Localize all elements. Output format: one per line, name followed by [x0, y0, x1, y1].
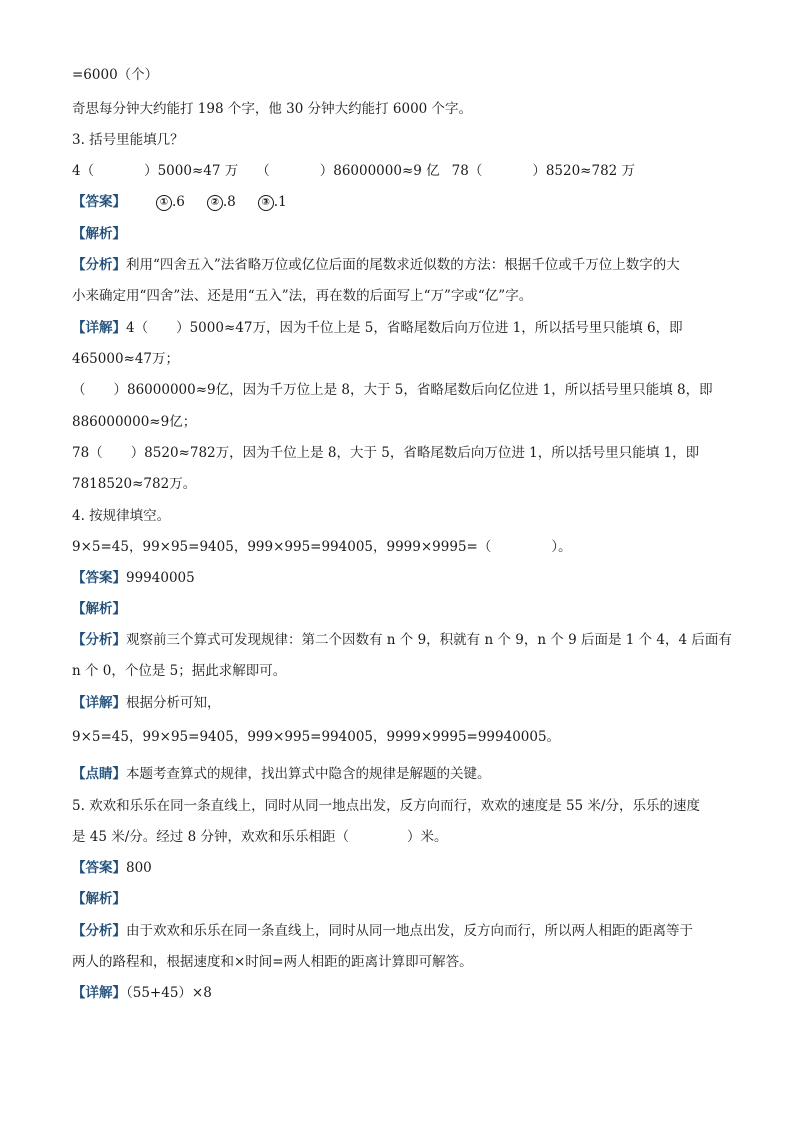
text-line: 两人的路程和，根据速度和×时间=两人相距的距离计算即可解答。 — [72, 954, 473, 970]
jiexi-line — [72, 890, 126, 908]
fenxi-tag: 【分析】 — [72, 923, 126, 939]
text-span: ）。 — [551, 539, 572, 555]
question-4-title: 4. 按规律填空。 — [72, 508, 171, 524]
xiangjie-text: 根据分析可知， — [126, 695, 221, 711]
jiexi-tag: 【解析】 — [72, 891, 126, 907]
text-span: ）86000000≈9亿，因为千万位上是 8，大于 5，省略尾数后向亿位进 1，所以括号里只能填 8，即 — [113, 382, 713, 398]
xiangjie-tag: 【详解】 — [72, 320, 126, 336]
answer-value: .6 — [172, 194, 185, 210]
xiangjie-tag: 【详解】 — [72, 695, 126, 711]
answer-tag: 【答案】 — [72, 194, 126, 210]
jiexi-tag: 【解析】 — [72, 601, 126, 617]
fenxi-text: 观察前三个算式可发现规律：第二个因数有 n 个 9，积就有 n 个 9，n 个 9 后面是 1 个 4，4 后面有 — [126, 632, 732, 648]
jiexi-line — [72, 600, 126, 618]
fenxi-tag: 【分析】 — [72, 632, 126, 648]
answer-tag: 【答案】 — [72, 860, 126, 876]
answer-value: 99940005 — [126, 570, 195, 586]
circled-number-1: ① — [156, 195, 172, 211]
text-line: 886000000≈9亿； — [72, 414, 197, 430]
answer-value: .8 — [222, 194, 236, 210]
text-line: 小来确定用“四舍”法、还是用“五入”法，再在数的后面写上“万”字或“亿”字。 — [72, 288, 533, 304]
text-line: 奇思每分钟大约能打 198 个字，他 30 分钟大约能打 6000 个字。 — [72, 101, 473, 117]
xiangjie-tag: 【详解】 — [72, 985, 126, 1001]
text-span: （ — [72, 382, 86, 398]
dianjing-tag: 【点睛】 — [72, 766, 126, 782]
question-3-items — [72, 162, 635, 180]
q3-item-a-prefix: 4（ — [72, 163, 95, 179]
question-4-formula — [72, 538, 572, 556]
jiexi-tag: 【解析】 — [72, 226, 126, 242]
xiangjie-line — [72, 984, 212, 1002]
fenxi-text: 由于欢欢和乐乐在同一条直线上，同时从同一地点出发，反方向而行，所以两人相距的距离等于 — [126, 923, 693, 939]
text-span: 是 45 米/分。经过 8 分钟，欢欢和乐乐相距（ — [72, 829, 349, 845]
xiangjie-line — [72, 319, 683, 337]
text-span: 4（ — [126, 320, 149, 336]
dianjing-text: 本题考查算式的规律，找出算式中隐含的规律是解题的关键。 — [126, 766, 491, 782]
circled-number-3: ③ — [258, 195, 274, 211]
text-span: ）8520≈782万，因为千位上是 8，大于 5，省略尾数后向万位进 1，所以括号里只能填 1，即 — [130, 445, 700, 461]
q3-item-b-suffix: ）86000000≈9 亿 — [319, 163, 440, 179]
formula-line: 9×5=45，99×95=9405，999×995=994005，9999×9995=99940005。 — [72, 729, 561, 745]
answer-line — [72, 859, 152, 877]
text-span: ）5000≈47万，因为千位上是 5，省略尾数后向万位进 1，所以括号里只能填 6，即 — [176, 320, 683, 336]
xiangjie-text: （55+45）×8 — [126, 985, 212, 1001]
answer-line — [72, 193, 287, 211]
text-line — [72, 381, 713, 399]
text-span: ）米。 — [406, 829, 448, 845]
answer-line — [72, 569, 195, 587]
q3-item-c-suffix: ）8520≈782 万 — [532, 163, 636, 179]
q3-item-b-prefix: （ — [256, 163, 270, 179]
text-line: =6000（个） — [72, 67, 159, 83]
text-span: 78（ — [72, 445, 103, 461]
fenxi-line — [72, 922, 693, 940]
answer-tag: 【答案】 — [72, 570, 126, 586]
fenxi-line — [72, 256, 680, 274]
answer-value: 800 — [126, 860, 152, 876]
text-line: 7818520≈782万。 — [72, 476, 197, 492]
text-line: 465000≈47万； — [72, 351, 180, 367]
dianjing-line — [72, 765, 491, 783]
text-span: 9×5=45，99×95=9405，999×995=994005，9999×9995=（ — [72, 539, 492, 555]
fenxi-tag: 【分析】 — [72, 257, 126, 273]
xiangjie-line — [72, 694, 221, 712]
q3-item-c-prefix: 78（ — [451, 163, 483, 179]
question-5-text: 5. 欢欢和乐乐在同一条直线上，同时从同一地点出发，反方向而行，欢欢的速度是 55 米/分，乐乐的速度 — [72, 798, 700, 814]
fenxi-text: 利用“四舍五入”法省略万位或亿位后面的尾数求近似数的方法：根据千位或千万位上数字的大 — [126, 257, 680, 273]
fenxi-line — [72, 631, 732, 649]
q3-item-a-suffix: ）5000≈47 万 — [144, 163, 239, 179]
text-line: n 个 0，个位是 5；据此求解即可。 — [72, 663, 287, 679]
text-line — [72, 828, 447, 846]
text-line — [72, 444, 699, 462]
question-3-title: 3. 括号里能填几？ — [72, 132, 184, 148]
jiexi-line — [72, 225, 126, 243]
answer-value: .1 — [273, 194, 287, 210]
circled-number-2: ② — [207, 195, 223, 211]
